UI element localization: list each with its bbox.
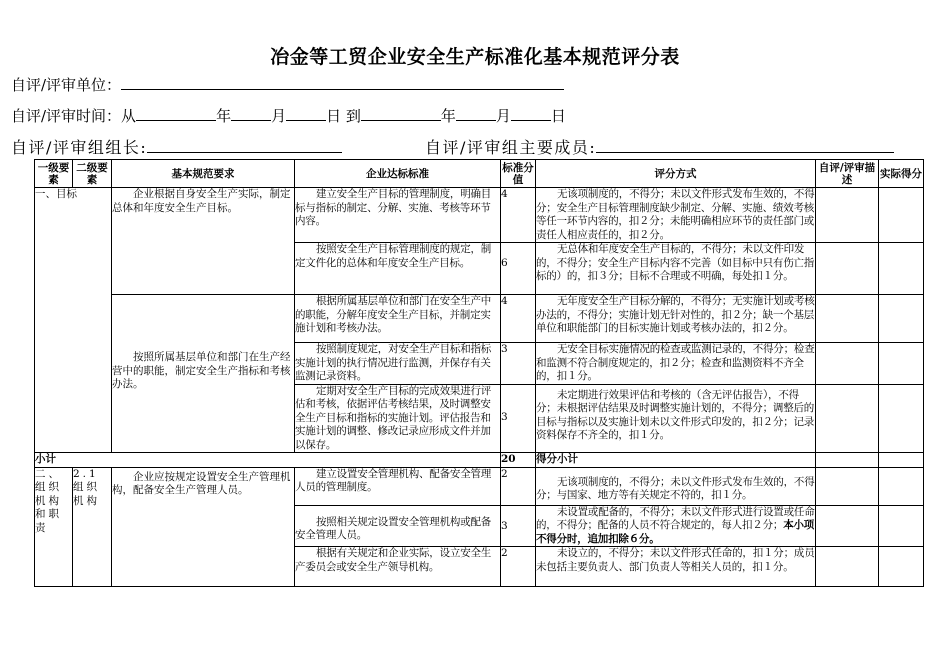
year-label: 年 (440, 107, 456, 125)
level1-cell: 二、组织机构和职责 (35, 467, 73, 587)
subtotal-row (35, 453, 924, 468)
method-cell: 无安全目标实施情况的检查或监测记录的，不得分；检查和监测不符合制度规定的，扣２分；检查和监测资料不齐全的，扣１分。 (536, 343, 815, 382)
unit-line (11, 74, 564, 95)
score-cell: 4 (501, 188, 536, 243)
table-row (35, 467, 924, 505)
leader-label: 自评/评审组组长: (11, 138, 148, 157)
requirement-cell: 按照所属基层单位和部门在生产经营中的职能，制定安全生产指标和考核办法。 (112, 295, 295, 453)
standard-cell: 根据有关规定和企业实际，设立安全生产委员会或安全生产领导机构。 (295, 547, 501, 587)
end-month-field[interactable] (456, 105, 496, 121)
method-cell: 无该项制度的，不得分；未以文件形式发布生效的，不得分；与国家、地方等有关规定不符的，扣１分。 (536, 467, 816, 505)
description-cell[interactable] (816, 384, 879, 453)
header-description: 自评/评审描 述 (816, 160, 879, 188)
header-score: 标准分值 (502, 161, 534, 186)
leader-field[interactable] (147, 137, 342, 153)
header-standard: 企业达标标准 (295, 160, 501, 188)
method-cell: 未设立的，不得分；未以文件形式任命的，扣１分；成员未包括主要负责人、部门负责人等相关人员的，扣１分。 (536, 547, 816, 587)
standard-cell: 根据所属基层单位和部门在安全生产中的职能，分解年度安全生产目标，并制定实施计划和考核办法。 (295, 295, 501, 343)
standard-cell: 定期对安全生产目标的完成效果进行评估和考核，依据评估考核结果，及时调整安全生产目标和指标的实施计划。评估报告和实施计划的调整、修改记录应形成文件并加以保存。 (295, 384, 501, 453)
start-year-field[interactable] (136, 105, 216, 121)
method-cell: 无该项制度的，不得分；未以文件形式发布生效的，不得分；安全生产目标管理制度缺少制定、分解、实施、绩效考核等任一环节内容的，扣２分；未能明确相应环节的责任部门或责任人相应责任的，扣２分。 (536, 188, 815, 241)
leader-line (11, 137, 342, 158)
description-cell[interactable] (816, 295, 879, 343)
description-cell[interactable] (816, 505, 879, 547)
score-cell: 6 (501, 243, 536, 295)
header-requirement: 基本规范要求 (112, 160, 295, 188)
score-table (34, 159, 924, 587)
end-year-field[interactable] (361, 105, 441, 121)
subtotal-score: 20 (501, 453, 536, 468)
actual-score-cell[interactable] (879, 343, 924, 385)
page-title: 冶金等工贸企业安全生产标准化基本规范评分表 (270, 46, 680, 68)
header-level1: 一级要素 (35, 160, 73, 188)
standard-cell: 按照相关规定设置安全管理机构或配备安全管理人员。 (295, 505, 501, 547)
actual-score-cell[interactable] (879, 547, 924, 587)
actual-score-cell[interactable] (879, 467, 924, 505)
unit-field[interactable] (121, 74, 564, 90)
actual-score-cell[interactable] (879, 295, 924, 343)
header-level2: 二级要素 (73, 160, 112, 188)
level2-cell: 2.1 组织机构 (73, 467, 112, 587)
description-cell[interactable] (816, 467, 879, 505)
score-cell: 2 (501, 467, 536, 505)
header-method: 评分方式 (536, 160, 816, 188)
day-label: 日 (550, 107, 566, 125)
subtotal-actual-cell[interactable] (879, 453, 924, 468)
end-day-field[interactable] (511, 105, 551, 121)
members-label: 自评/评审组主要成员: (425, 138, 597, 157)
score-cell: 4 (501, 295, 536, 343)
day-to-label: 日 到 (326, 107, 361, 125)
start-month-field[interactable] (231, 105, 271, 121)
method-strong-text: 本小项不得分时，追加扣除６分。 (536, 519, 815, 545)
description-cell[interactable] (816, 547, 879, 587)
table-row (35, 188, 924, 243)
method-cell: 未定期进行效果评估和考核的（含无评估报告），不得分；未根据评估结果及时调整实施计划的，不得分；调整后的目标与指标以及实施计划未以文件形式印发的，扣２分；记录资料保存不齐全的，扣１分。 (536, 384, 816, 453)
standard-cell: 建立安全生产目标的管理制度，明确目标与指标的制定、分解、实施、考核等环节内容。 (295, 188, 501, 243)
table-header-row (35, 160, 924, 188)
unit-label: 自评/评审单位： (11, 76, 122, 94)
method-cell: 无总体和年度安全生产目标的，不得分；未以文件印发的，不得分；安全生产目标内容不完善（如目标中只有伤亡指标的）的，扣３分；目标不合理或不明确，每处扣１分。 (536, 243, 816, 295)
members-field[interactable] (596, 137, 894, 153)
method-cell: 无年度安全生产目标分解的，不得分；无实施计划或考核办法的，不得分；实施计划无针对性的，扣２分；缺一个基层单位和职能部门的目标实施计划或考核办法的，扣２分。 (536, 295, 816, 343)
start-day-field[interactable] (286, 105, 326, 121)
method-text: 未设置或配备的，不得分；未以文件形式进行设置或任命的，不得分；配备的人员不符合规定的，每人扣２分； (536, 505, 815, 531)
score-cell: 3 (501, 384, 536, 453)
members-line (425, 137, 894, 158)
actual-score-cell[interactable] (879, 188, 924, 243)
table-row (35, 295, 924, 343)
score-cell: 3 (501, 505, 536, 547)
time-line (11, 105, 566, 126)
month-label: 月 (495, 107, 511, 125)
actual-score-cell[interactable] (879, 505, 924, 547)
actual-score-cell[interactable] (879, 243, 924, 295)
description-cell[interactable] (816, 343, 879, 385)
description-cell[interactable] (816, 243, 879, 295)
year-label: 年 (216, 107, 232, 125)
month-label: 月 (271, 107, 287, 125)
description-cell[interactable] (816, 188, 879, 243)
score-cell: 2 (501, 547, 536, 587)
actual-score-cell[interactable] (879, 384, 924, 453)
subtotal-description-cell[interactable] (816, 453, 879, 468)
method-cell (536, 505, 816, 547)
standard-cell: 按照制度规定，对安全生产目标和指标实施计划的执行情况进行监测，并保存有关监测记录资料。 (295, 343, 501, 385)
header-actual: 实际得分 (879, 160, 924, 188)
requirement-cell: 企业应按规定设置安全生产管理机构，配备安全生产管理人员。 (112, 467, 295, 587)
subtotal-method: 得分小计 (536, 453, 816, 468)
score-cell: 3 (501, 343, 536, 385)
level1-cell: 一、目标 (35, 188, 112, 453)
standard-cell: 建立设置安全管理机构、配备安全管理人员的管理制度。 (295, 467, 501, 505)
time-label: 自评/评审时间：从 (11, 107, 137, 125)
requirement-cell: 企业根据自身安全生产实际，制定总体和年度安全生产目标。 (112, 188, 295, 295)
standard-cell: 按照安全生产目标管理制度的规定，制定文件化的总体和年度安全生产目标。 (295, 243, 501, 295)
subtotal-label: 小计 (35, 453, 501, 468)
